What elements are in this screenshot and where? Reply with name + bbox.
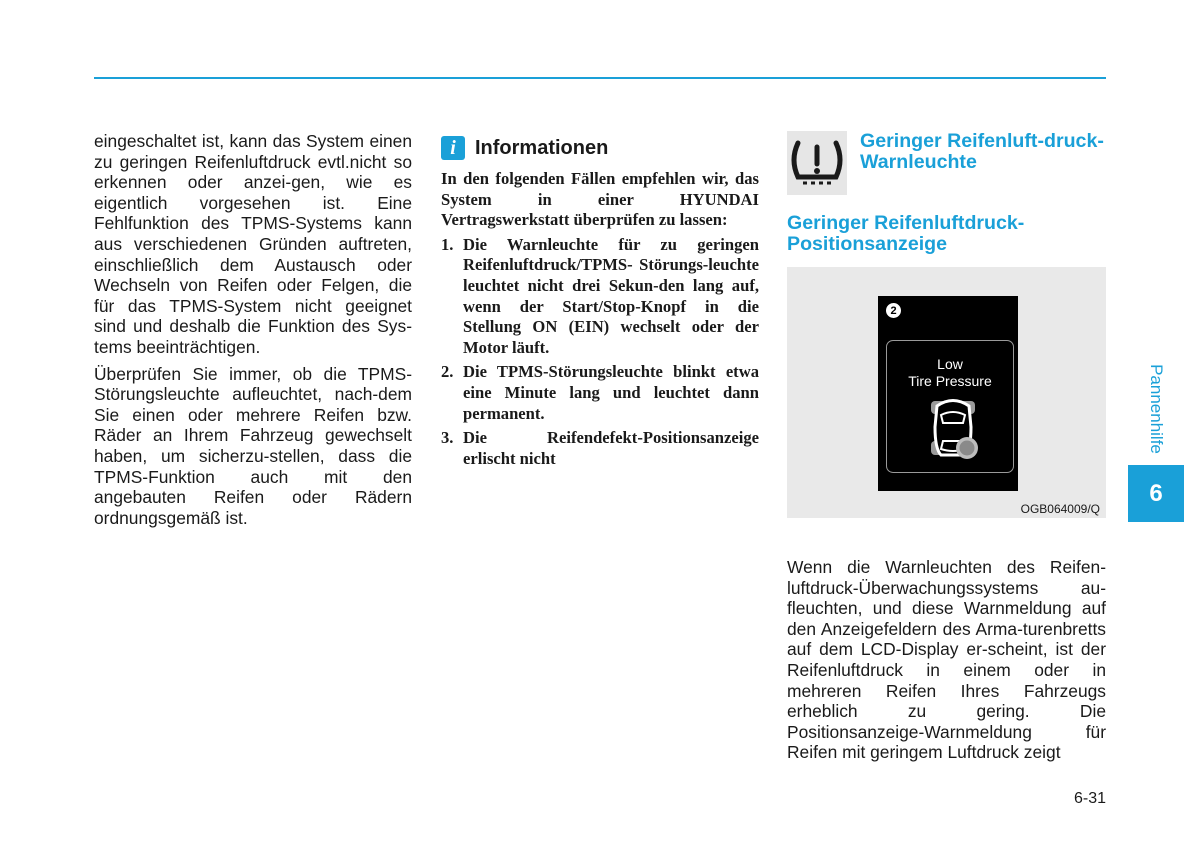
info-item-text: Die Reifendefekt-Positionsanzeige erlischt nicht [463,428,759,468]
warning-title: Geringer Reifenluft-druck-Warnleuchte [860,130,1104,173]
lcd-screen [878,296,1018,491]
tpms-figure [787,267,1106,518]
column-1-paragraph-1: eingeschaltet ist, kann das System einen zu geringen Reifenluftdruck evtl.nicht so erkennen oder anzei-gen, wie es eigentlich vorgesehen ist. Eine Fehlfunktion des TPMS-Systems kann aus verschiedenen Gründen auftreten, einschließlich dem Austausch oder Wechseln von Reifen oder Felgen, die für das TPMS-System nicht geeignet sind und deshalb die Funktion des Sys-tems beeinträchtigen. [94,131,412,357]
chapter-side-label [1128,356,1184,461]
car-top-view-icon [921,397,985,461]
info-intro: In den folgenden Fällen empfehlen wir, das System in einer HYUNDAI Vertragswerkstatt überprüfen zu lassen: [441,169,759,230]
low-tire-pressure-warning-icon [787,131,847,195]
figure-badge: 2 [886,303,901,318]
top-rule [94,77,1106,79]
chapter-title: Pannenhilfe [1147,363,1166,454]
lcd-line-1: Low [937,356,963,372]
warning-row [787,131,1106,195]
info-item-number: 3. [441,428,454,448]
info-item-text: Die Warnleuchte für zu geringen Reifenluftdruck/TPMS- Störungs-leuchte leuchtet nicht drei Sekun-den lang auf, wenn der Start/Stop-Knopf in die Stellung ON (EIN) wechselt oder der Motor läuft. [463,234,759,357]
column-1 [94,131,412,534]
chapter-tab: 6 [1128,465,1184,522]
info-body [441,169,759,469]
info-list-item [441,428,759,469]
info-item-text: Die TPMS-Störungsleuchte blinkt etwa eine Minute lang und leuchtet dann permanent. [463,362,759,423]
info-title: Informationen [475,136,609,159]
info-list-item [441,235,759,359]
position-title: Geringer Reifenluftdruck-Positionsanzeige [787,212,1025,255]
page-number: 6-31 [1073,790,1106,807]
lcd-panel [886,340,1014,473]
info-icon: i [441,136,465,160]
column-3-paragraph: Wenn die Warnleuchten des Reifen-luftdruck-Überwachungssystems au-fleuchten, und diese Warnmeldung auf den Anzeigefeldern des Arma-turenbretts auf dem LCD-Display er-scheint, ist der Reifenluftdruck in einem oder in mehreren Reifen Ihres Fahrzeugs erheblich zu gering. Die Positionsanzeige-Warnmeldung für Reifen mit geringem Luftdruck zeigt [787,557,1106,763]
info-list-item [441,362,759,424]
info-item-number: 1. [441,234,454,254]
info-list [441,235,759,470]
info-header [441,134,759,162]
column-3-header [787,131,1106,255]
column-1-paragraph-2: Überprüfen Sie immer, ob die TPMS-Störungsleuchte aufleuchtet, nach-dem Sie einen oder mehrere Reifen bzw. Räder an Ihrem Fahrzeug gewechselt haben, um sicherzu-stellen, dass die TPMS-Funktion auch mit den angebauten Reifen oder Rädern ordnungsgemäß ist. [94,363,412,528]
info-box [441,134,759,473]
lcd-line-2: Tire Pressure [908,373,992,389]
figure-code: OGB064009/Q [1020,502,1100,516]
info-item-number: 2. [441,362,454,382]
